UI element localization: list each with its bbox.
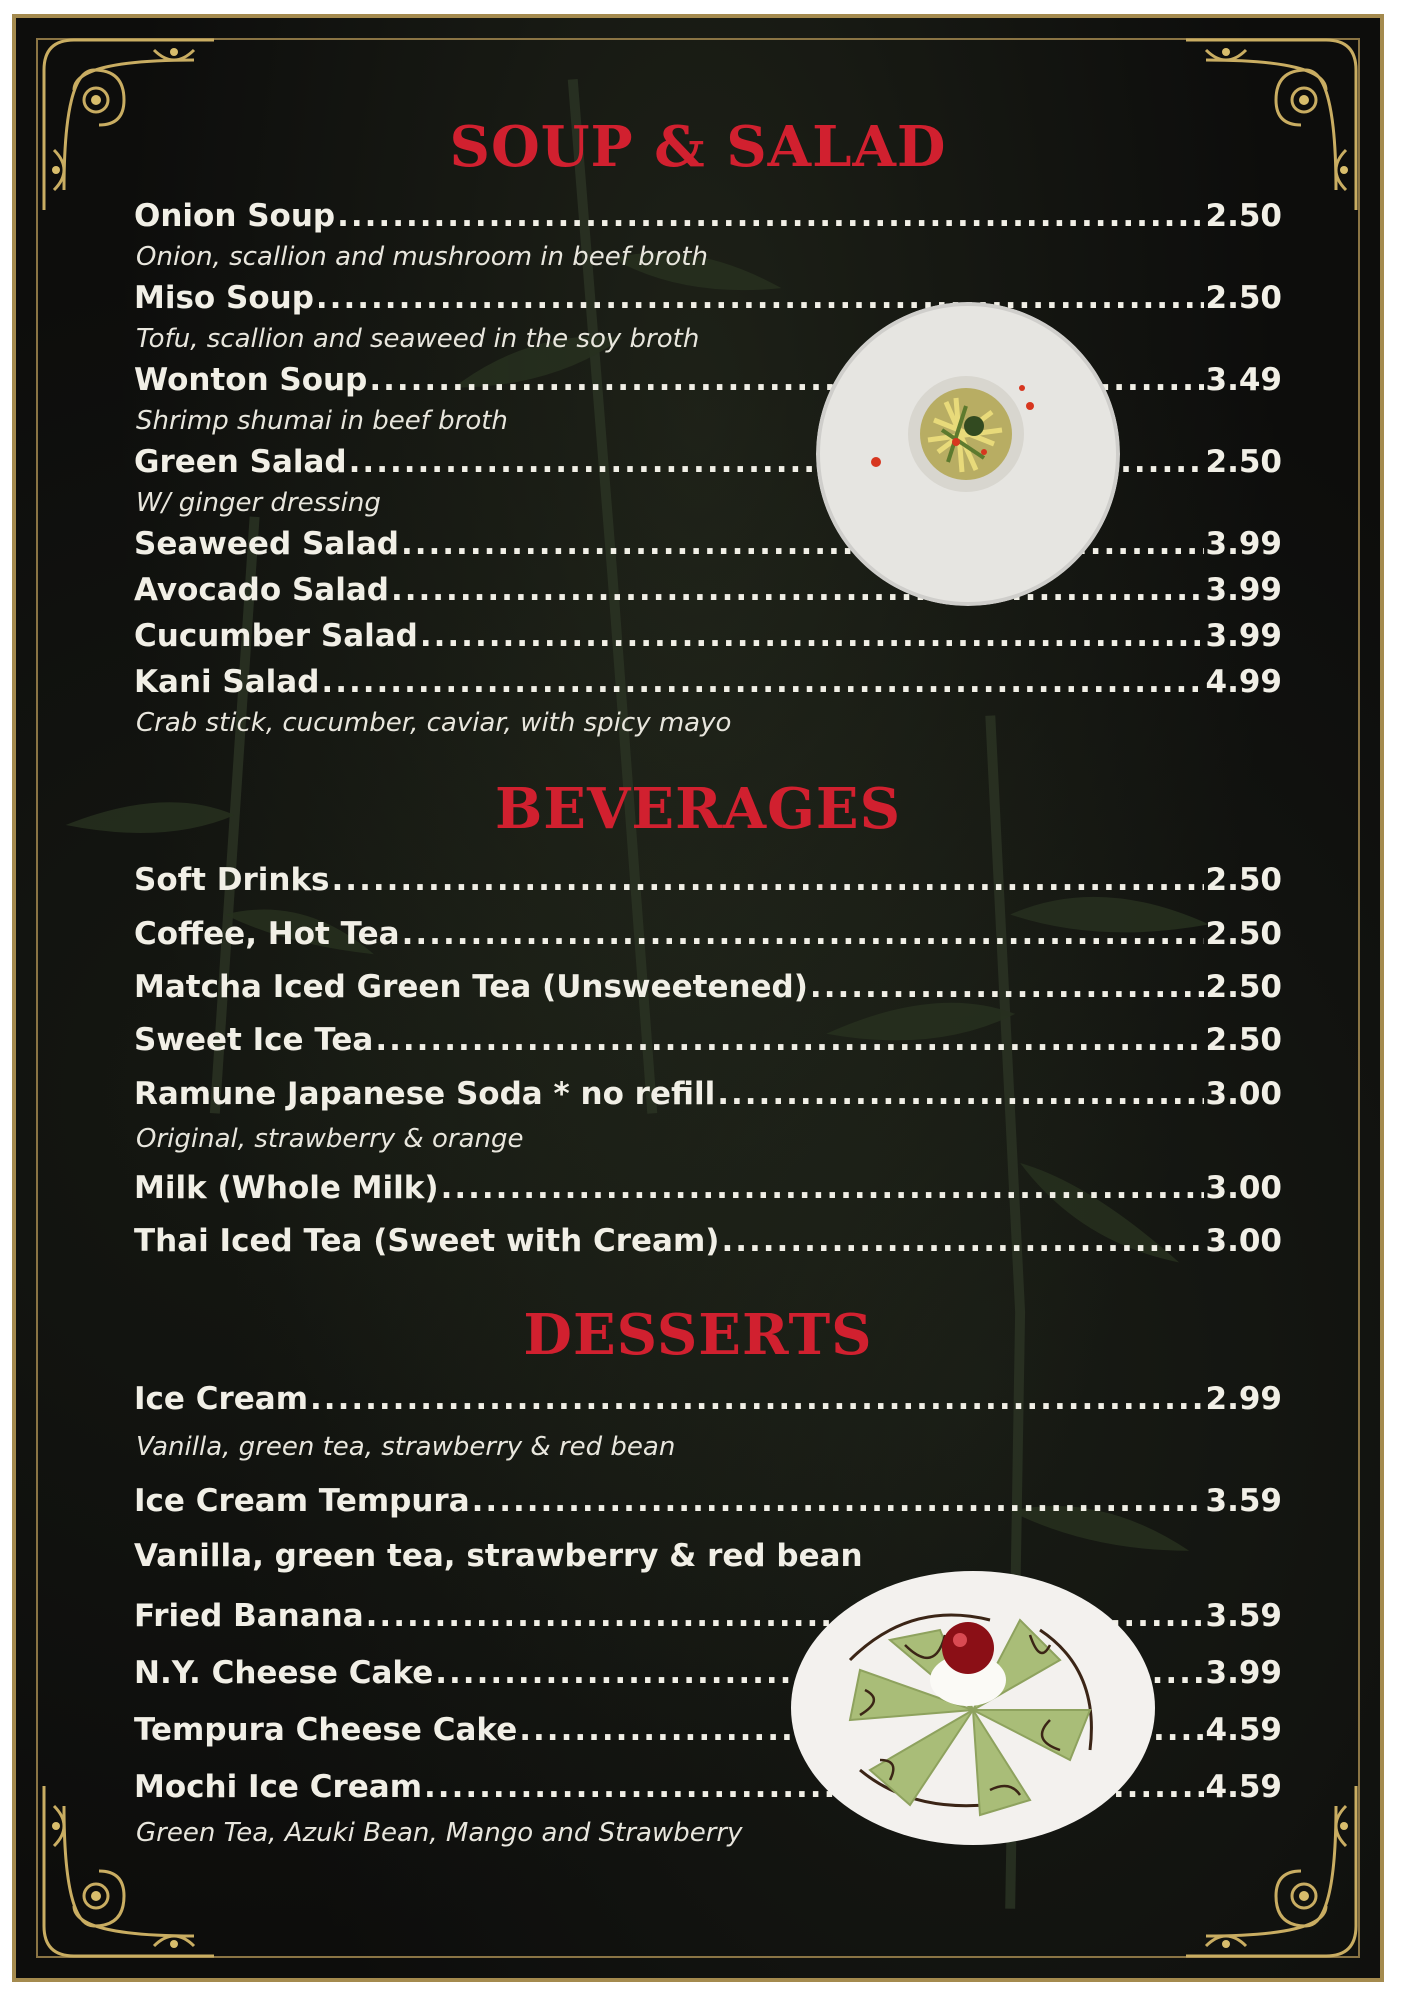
item-description: Onion, scallion and mushroom in beef broth [136, 242, 708, 272]
item-name: Cucumber Salad [134, 618, 418, 654]
item-name: Wonton Soup [134, 362, 368, 398]
item-name: Avocado Salad [134, 572, 389, 608]
item-price: 4.99 [1205, 664, 1282, 700]
menu-item [134, 664, 1282, 704]
item-description: Crab stick, cucumber, caviar, with spicy mayo [136, 708, 732, 738]
item-price: 3.99 [1205, 618, 1282, 654]
item-name: Thai Iced Tea (Sweet with Cream) [134, 1223, 720, 1259]
item-price: 3.00 [1205, 1223, 1282, 1259]
item-name: Milk (Whole Milk) [134, 1170, 439, 1206]
item-price: 2.50 [1205, 969, 1282, 1005]
item-description: Green Tea, Azuki Bean, Mango and Strawberry [136, 1818, 743, 1848]
item-price: 3.99 [1205, 526, 1282, 562]
item-name: Soft Drinks [134, 862, 330, 898]
menu-item [134, 198, 1282, 238]
item-price: 3.99 [1205, 1655, 1282, 1691]
section-title-desserts: DESSERTS [523, 1302, 873, 1368]
menu-item [134, 1381, 1282, 1421]
item-name: Tempura Cheese Cake [134, 1712, 518, 1748]
item-price: 4.59 [1205, 1769, 1282, 1805]
item-price: 4.59 [1205, 1712, 1282, 1748]
item-price: 3.59 [1205, 1598, 1282, 1634]
item-price: 3.49 [1205, 362, 1282, 398]
item-name: Coffee, Hot Tea [134, 916, 400, 952]
menu-item [134, 1076, 1282, 1116]
item-price: 3.00 [1205, 1170, 1282, 1206]
salad-plate-image [816, 302, 1120, 606]
item-price: 3.99 [1205, 572, 1282, 608]
item-price: 2.50 [1205, 916, 1282, 952]
item-name: Onion Soup [134, 198, 336, 234]
section-title-beverages: BEVERAGES [494, 776, 902, 842]
item-description: W/ ginger dressing [136, 488, 381, 518]
item-name: Fried Banana [134, 1598, 364, 1634]
item-name: N.Y. Cheese Cake [134, 1655, 434, 1691]
menu-item [134, 618, 1282, 658]
item-name: Mochi Ice Cream [134, 1769, 423, 1805]
menu-item [134, 526, 1282, 566]
item-price: 2.50 [1205, 1022, 1282, 1058]
section-title-soup-salad: SOUP & SALAD [449, 114, 947, 180]
item-name: Ice Cream [134, 1381, 309, 1417]
item-name: Ramune Japanese Soda * no refill [134, 1076, 716, 1112]
item-name: Sweet Ice Tea [134, 1022, 374, 1058]
item-name: Green Salad [134, 444, 347, 480]
menu-item [134, 1223, 1282, 1263]
menu-item [134, 862, 1282, 902]
menu-item [134, 1170, 1282, 1210]
item-name: Ice Cream Tempura [134, 1483, 470, 1519]
menu-item [134, 1022, 1282, 1062]
item-description: Tofu, scallion and seaweed in the soy broth [136, 324, 700, 354]
item-price: 2.50 [1205, 862, 1282, 898]
item-description: Shrimp shumai in beef broth [136, 406, 508, 436]
dessert-plate-image [790, 1570, 1156, 1846]
item-name: Kani Salad [134, 664, 320, 700]
menu-item [134, 280, 1282, 320]
menu-item [134, 969, 1282, 1009]
menu-card [12, 14, 1384, 1982]
menu-item [134, 1483, 1282, 1523]
item-description: Original, strawberry & orange [136, 1124, 524, 1154]
item-price: 3.59 [1205, 1483, 1282, 1519]
item-description: Vanilla, green tea, strawberry & red bean [134, 1538, 863, 1574]
item-price: 2.99 [1205, 1381, 1282, 1417]
menu-item [134, 362, 1282, 402]
item-description: Vanilla, green tea, strawberry & red bean [136, 1432, 676, 1462]
menu-item [134, 916, 1282, 956]
item-price: 2.50 [1205, 280, 1282, 316]
item-name: Seaweed Salad [134, 526, 399, 562]
menu-item [134, 572, 1282, 612]
item-price: 2.50 [1205, 198, 1282, 234]
item-name: Matcha Iced Green Tea (Unsweetened) [134, 969, 808, 1005]
item-name: Miso Soup [134, 280, 314, 316]
item-price: 2.50 [1205, 444, 1282, 480]
item-price: 3.00 [1205, 1076, 1282, 1112]
